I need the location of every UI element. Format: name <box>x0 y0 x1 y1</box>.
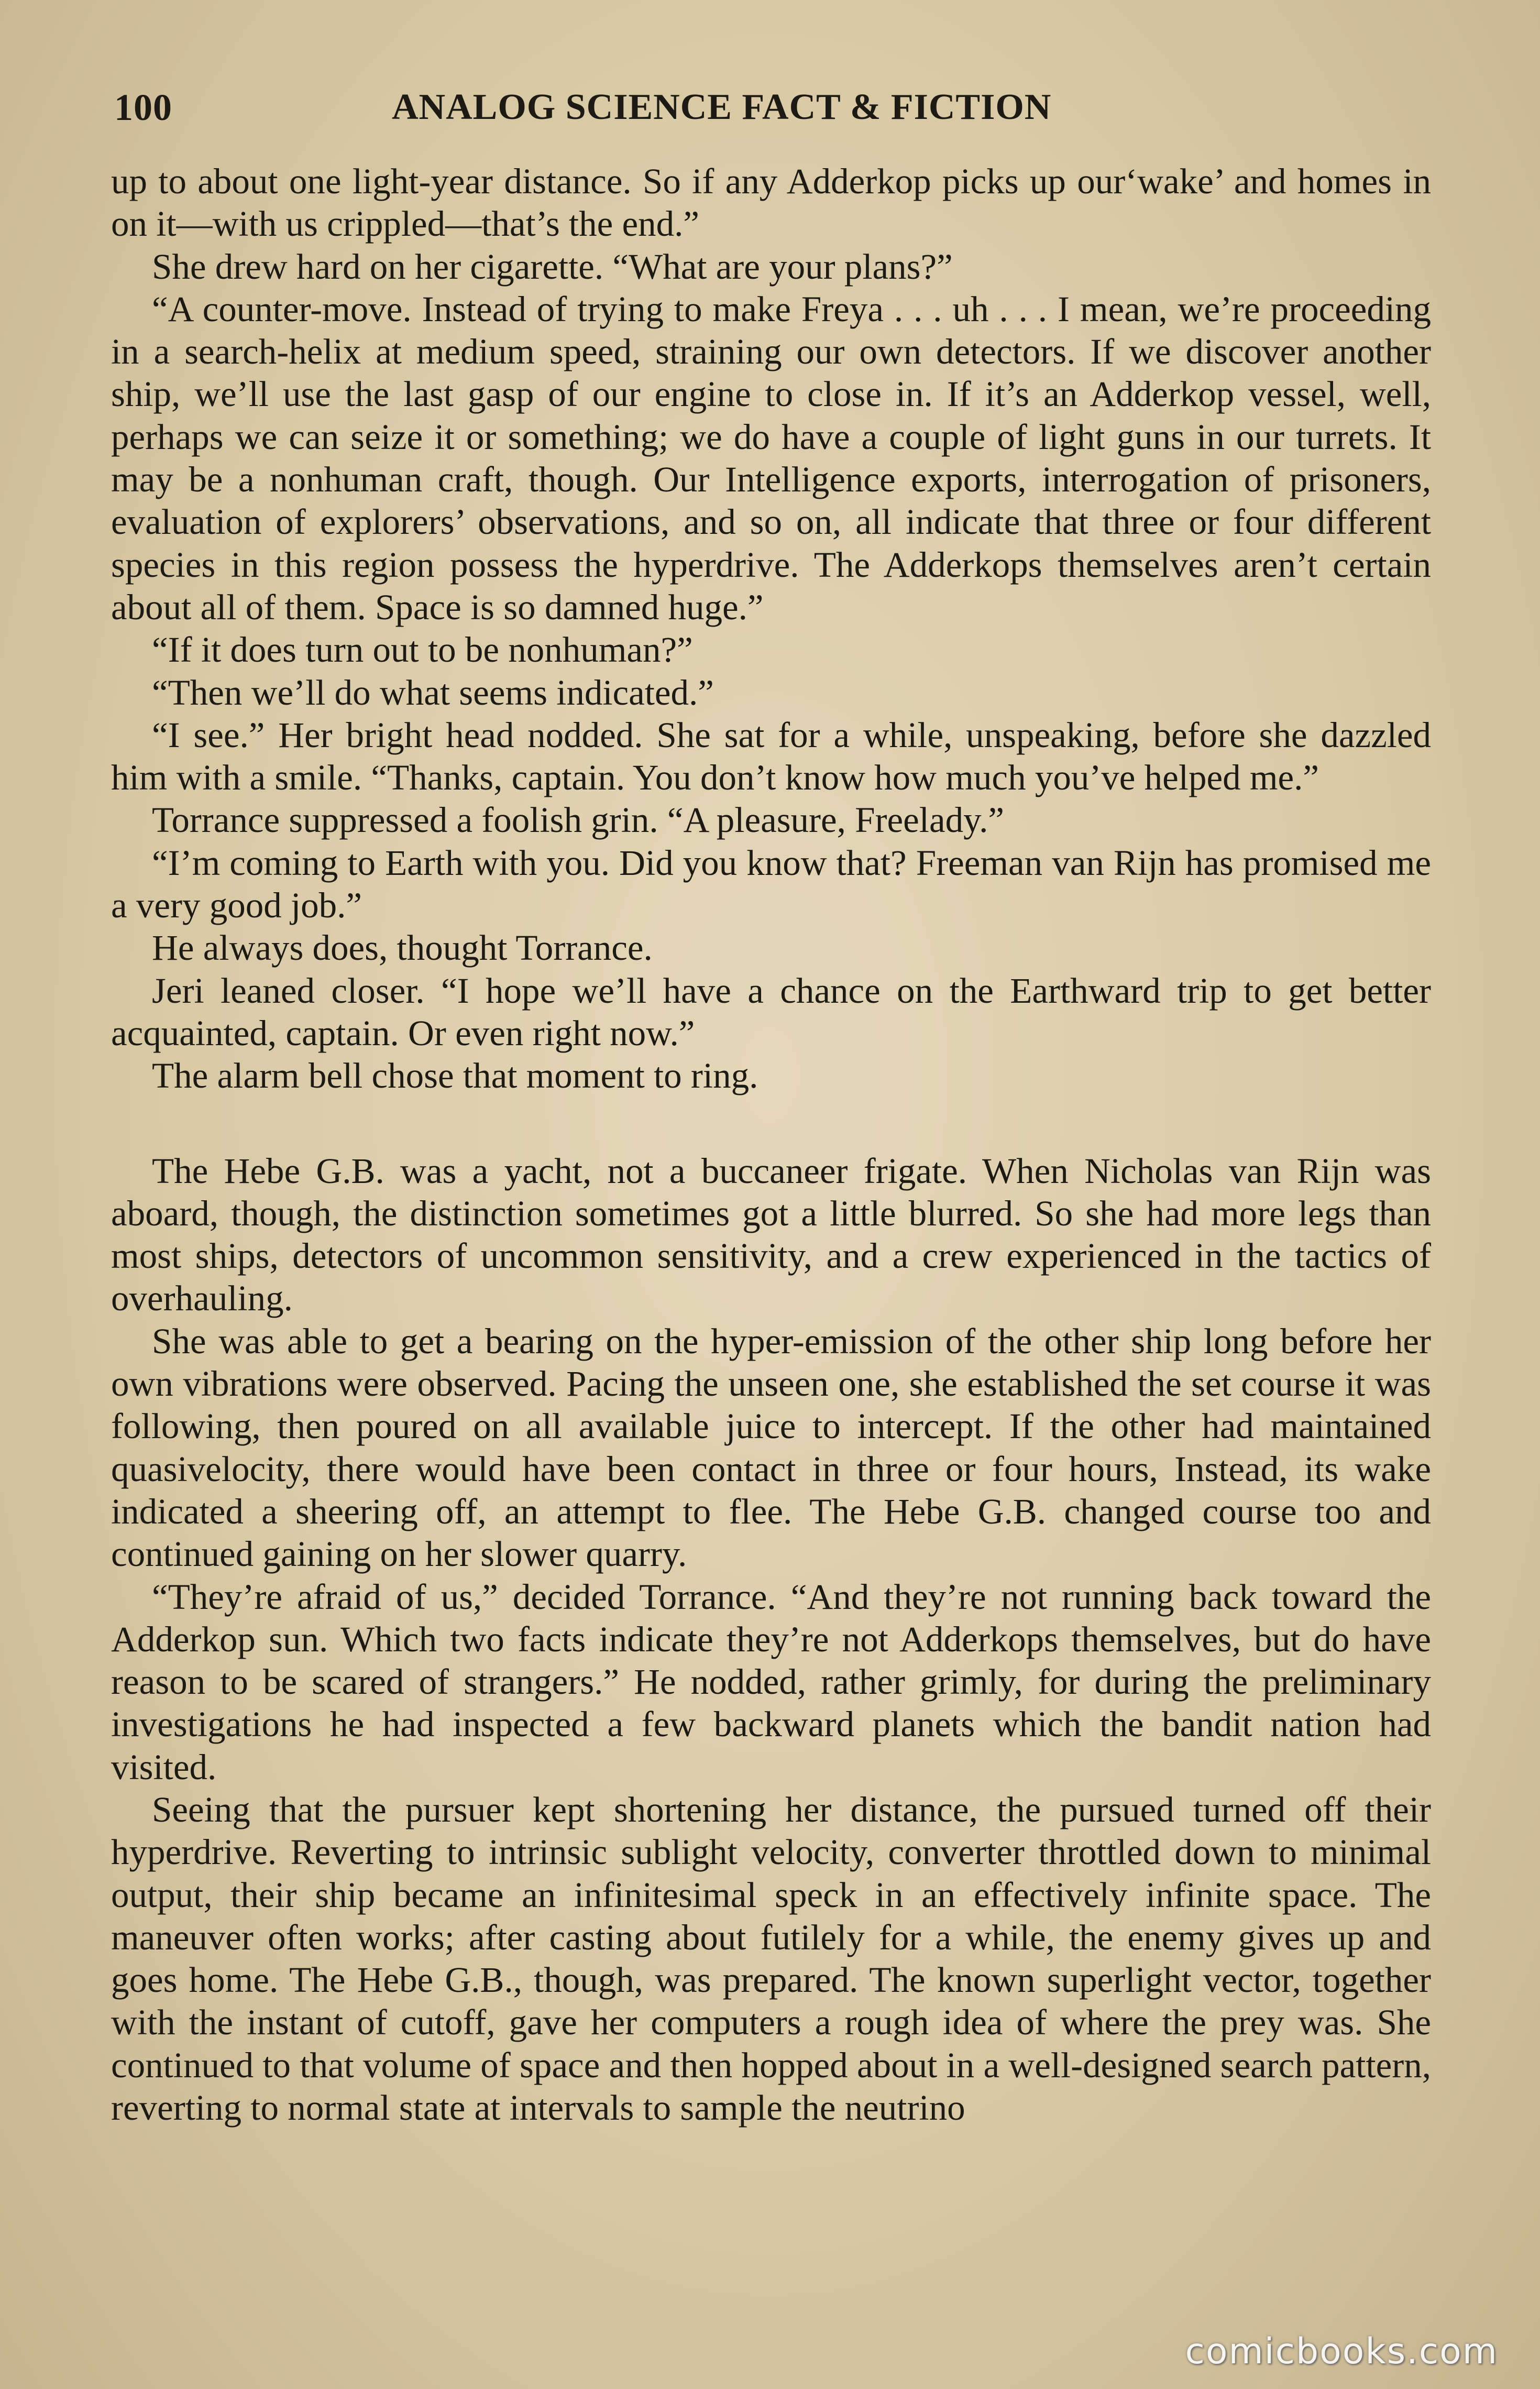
paragraph: “A counter-move. Instead of trying to make Freya . . . uh . . . I mean, we’re proceeding in a search-helix at medium speed, straining our own detectors. If we discover another ship, we’ll use the last gasp of our engine to close in. If it’s an Adderkop vessel, well, perhaps we can seize it or something; we do have a couple of light guns in our turrets. It may be a nonhuman craft, though. Our Intelligence exports, interrogation of prisoners, evaluation of explorers’ observations, and so on, all indicate that three or four different species in this region possess the hyperdrive. The Adderkops themselves aren’t certain about all of them. Space is so damned huge.” <box>111 289 1431 627</box>
watermark: comicbooks.com <box>1185 2331 1498 2372</box>
section-break <box>111 1098 1431 1150</box>
paragraph: The alarm bell chose that moment to ring. <box>152 1056 758 1096</box>
page-header <box>114 84 1445 131</box>
paragraph: She drew hard on her cigarette. “What are your plans?” <box>152 246 953 287</box>
page-number: 100 <box>114 86 172 128</box>
running-head: ANALOG SCIENCE FACT & FICTION <box>392 87 1052 127</box>
paragraph: She was able to get a bearing on the hyper-emission of the other ship long before her own vibrations were observed. Pacing the unseen one, she established the set course it was following, then poured on all available juice to intercept. If the other had maintained quasivelocity, there would have been contact in three or four hours, Instead, its wake indicated a sheering off, an attempt to flee. The Hebe G.B. changed course too and continued gaining on her slower quarry. <box>111 1321 1431 1574</box>
paragraph: Seeing that the pursuer kept shortening her distance, the pursued turned off their hyperdrive. Reverting to intrinsic sublight velocity, converter throttled down to minimal output, their ship became an infinitesimal speck in an effectively infinite space. The maneuver often works; after casting about futilely for a while, the enemy gives up and goes home. The Hebe G.B., though, was prepared. The known superlight vector, together with the instant of cutoff, gave her computers a rough idea of where the prey was. She continued to that volume of space and then hopped about in a well-designed search pattern, reverting to normal state at intervals to sample the neutrino <box>111 1789 1431 2128</box>
body-text <box>111 160 1431 2277</box>
paragraph: “Then we’ll do what seems indicated.” <box>152 672 714 713</box>
paragraph: up to about one light-year distance. So if any Adderkop picks up our‘wake’ and homes in on it—with us crippled—that’s the end.” <box>111 161 1431 244</box>
paragraph: “I’m coming to Earth with you. Did you know that? Freeman van Rijn has promised me a very good job.” <box>111 842 1431 926</box>
paragraph: Torrance suppressed a foolish grin. “A pleasure, Freelady.” <box>152 800 1004 840</box>
paragraph: “I see.” Her bright head nodded. She sat for a while, unspeaking, before she dazzled him with a smile. “Thanks, captain. You don’t know how much you’ve helped me.” <box>111 715 1431 798</box>
paragraph: He always does, thought Torrance. <box>152 928 653 968</box>
paragraph: “If it does turn out to be nonhuman?” <box>152 630 693 670</box>
paragraph: “They’re afraid of us,” decided Torrance. “And they’re not running back toward the Adderkop sun. Which two facts indicate they’re not Adderkops themselves, but do have reason to be scared of strangers.” He nodded, rather grimly, for during the preliminary investigations he had inspected a few backward planets which the bandit nation had visited. <box>111 1576 1431 1787</box>
paragraph: The Hebe G.B. was a yacht, not a buccaneer frigate. When Nicholas van Rijn was aboard, though, the distinction sometimes got a little blurred. So she had more legs than most ships, detectors of uncommon sensitivity, and a crew experienced in the tactics of overhauling. <box>111 1150 1431 1319</box>
paragraph: Jeri leaned closer. “I hope we’ll have a chance on the Earthward trip to get better acquainted, captain. Or even right now.” <box>111 970 1431 1053</box>
